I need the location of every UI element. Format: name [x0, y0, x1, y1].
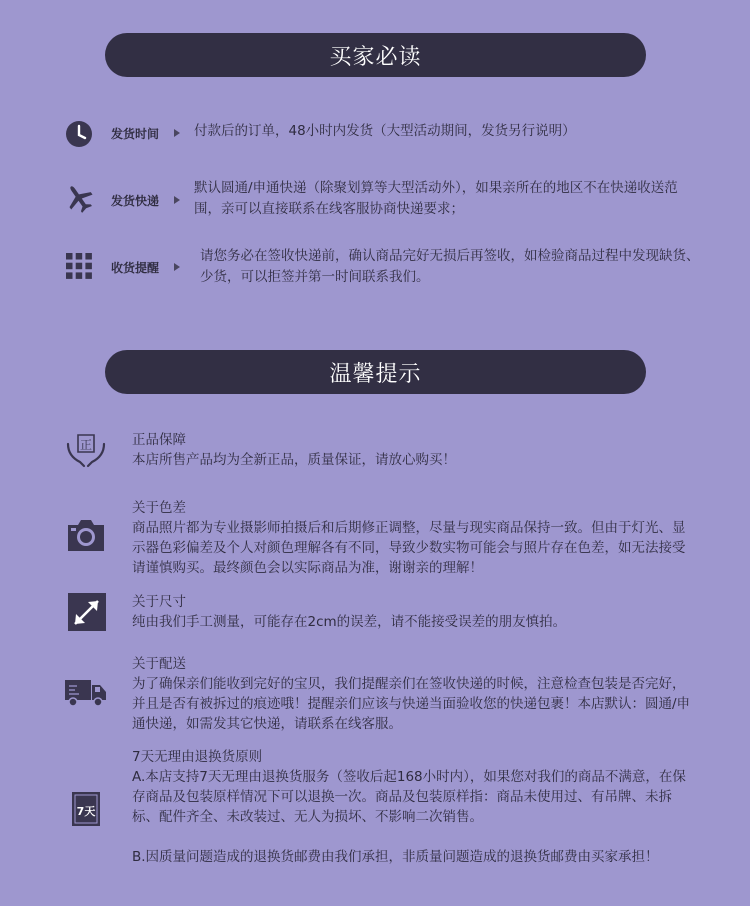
- tip-item-genuine: [64, 430, 704, 474]
- chevron-right-icon: [174, 196, 180, 204]
- notice-item-courier: [64, 178, 704, 222]
- notice-label: 收货提醒: [111, 261, 160, 275]
- tip-title: 关于尺寸: [132, 594, 186, 610]
- tip-paragraph: A.本店支持7天无理由退换货服务（签收后起168小时内），如果您对我们的商品不满意，在保存商品及包装原样情况下可以退换一次。商品及包装原样指：商品未使用过、有吊牌、未拆标、配件齐全、未改装过、无人为损坏、不影响二次销售。: [132, 769, 686, 825]
- tip-item-color: [64, 498, 704, 574]
- delivery-truck-icon: [64, 672, 108, 712]
- resize-arrow-icon: [64, 592, 108, 632]
- seven-day-icon-text: 7天: [76, 805, 96, 818]
- notice-item-receiving: [64, 246, 704, 290]
- notice-label: 发货时间: [111, 127, 160, 141]
- tip-paragraph: 商品照片都为专业摄影师拍摄后和后期修正调整，尽量与现实商品保持一致。但由于灯光、显示器色彩偏差及个人对颜色理解各有不同，导致少数实物可能会与照片存在色差，如无法接受请谨慎购买。最终颜色会以实际商品为准，谢谢亲的理解！: [132, 520, 686, 576]
- warm-tips-title: 温馨提示: [329, 361, 422, 387]
- tip-title: 7天无理由退换货原则: [132, 749, 263, 765]
- tip-paragraph: 本店所售产品均为全新正品，质量保证，请放心购买！: [132, 452, 456, 468]
- tip-item-size: [64, 592, 704, 636]
- notice-item-shipping-time: [64, 118, 704, 148]
- warm-tips-banner: [105, 350, 646, 394]
- tip-paragraph: 纯由我们手工测量，可能存在2cm的误差，请不能接受误差的朋友慎拍。: [132, 614, 567, 630]
- tip-title: 关于配送: [132, 656, 186, 672]
- tip-body: [132, 767, 692, 867]
- clock-icon: [64, 119, 94, 149]
- genuine-icon-text: 正: [79, 438, 93, 452]
- tip-content: [132, 592, 692, 632]
- genuine-hands-icon: [64, 430, 108, 470]
- tip-body: [132, 612, 692, 632]
- tip-paragraph: B.因质量问题造成的退换货邮费由我们承担，非质量问题造成的退换货邮费由买家承担！: [132, 849, 659, 865]
- grid-icon: [64, 251, 94, 281]
- notice-label: 发货快递: [111, 194, 160, 208]
- tip-item-seven-day-return: [64, 747, 704, 877]
- tip-body: [132, 450, 692, 470]
- tip-title: 正品保障: [132, 432, 186, 448]
- buyer-notice-banner: [105, 33, 646, 77]
- notice-text: 付款后的订单，48小时内发货（大型活动期间，发货另行说明）: [194, 123, 576, 139]
- airplane-icon: [64, 183, 94, 213]
- chevron-right-icon: [174, 263, 180, 271]
- notice-text: 请您务必在签收快递前，确认商品完好无损后再签收，如检验商品过程中发现缺货、少货，可以拒签并第一时间联系我们。: [200, 248, 700, 285]
- camera-icon: [64, 515, 108, 555]
- tip-body: [132, 518, 692, 578]
- tip-paragraph: 为了确保亲们能收到完好的宝贝，我们提醒亲们在签收快递的时候，注意检查包装是否完好，并且是否有被拆过的痕迹哦！提醒亲们应该与快递当面验收您的快递包裹！本店默认：圆通/申通快递，如需发其它快递，请联系在线客服。: [132, 676, 691, 732]
- tip-content: [132, 430, 692, 470]
- tip-content: [132, 498, 692, 578]
- tip-content: [132, 747, 692, 867]
- tip-item-delivery: [64, 654, 704, 730]
- tip-content: [132, 654, 692, 734]
- seven-day-book-icon: [64, 789, 108, 829]
- chevron-right-icon: [174, 129, 180, 137]
- tip-title: 关于色差: [132, 500, 186, 516]
- buyer-notice-title: 买家必读: [329, 44, 422, 70]
- tip-body: [132, 674, 692, 734]
- notice-text: 默认圆通/申通快递（除聚划算等大型活动外），如果亲所在的地区不在快递收送范围，亲可以直接联系在线客服协商快递要求；: [194, 180, 678, 217]
